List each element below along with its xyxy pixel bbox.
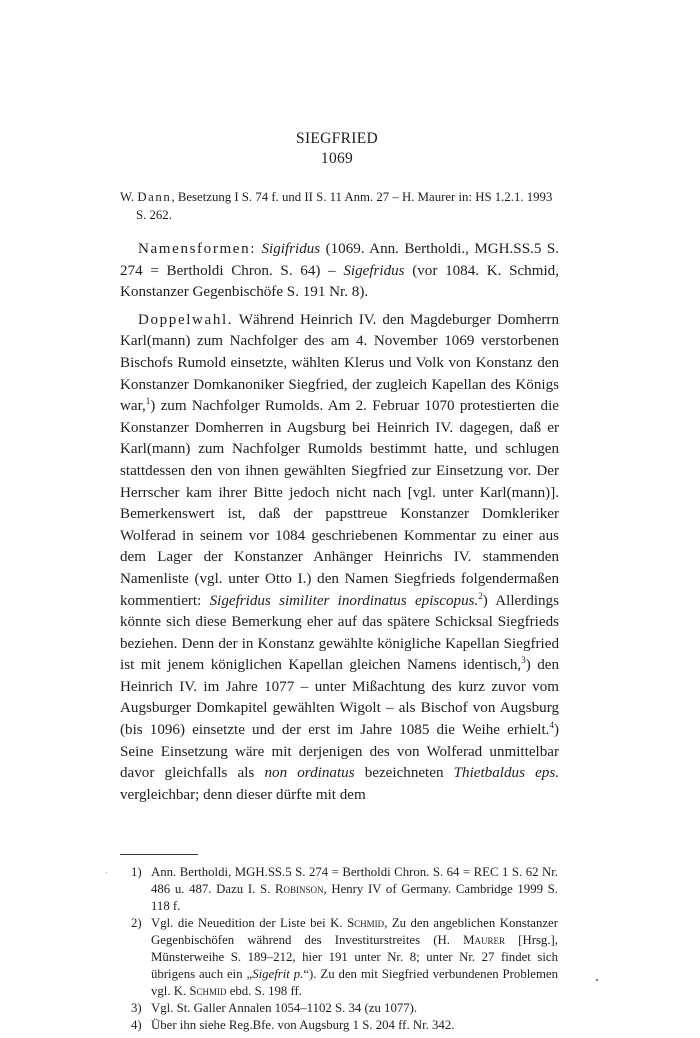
text: bezeichneten: [354, 765, 454, 782]
footnote-1: [120, 864, 558, 915]
text: “). Zu den mit Siegfried verbundenen Problemen vgl. K.: [151, 967, 558, 998]
text: ) zum Nachfolger Rumolds. Am 2. Februar 1070 protestierten die Konstanzer Domherren in Augsburg bei Heinrich IV. dagegen, daß er Karl(mann) zum Nachfolger Rumolds bestimmt hatte, und schlugen stattdessen den von ihnen gewählten Siegfried zur Einsetzung vor. Der Herrscher kam ihrer Bitte jedoch nicht nach [vgl. unter Karl(mann)]. Bemerkenswert ist, daß der papsttreue Konstanzer Domkleriker Wolferad in seinem vor 1084 geschriebenen Kommentar zu einer aus dem Lager der Konstanzer Anhänger Heinrichs IV. stammenden Namenliste (vgl. unter Otto I.) den Namen Siegfrieds folgendermaßen kommentiert:: [120, 398, 559, 609]
text: Vgl. St. Galler Annalen 1054–1102 S. 34 (zu 1077).: [151, 1001, 418, 1015]
footnote-marker: 1): [131, 865, 142, 879]
text: ebd. S. 198 ff.: [226, 984, 303, 998]
italic-term: Thietbaldus eps.: [453, 765, 559, 782]
italic-term: non ordinatus: [264, 765, 355, 782]
text: Vgl. die Neuedition der Liste bei K.: [151, 916, 348, 930]
footnote-3: [120, 1000, 558, 1017]
text: ) Allerdings könnte sich diese Bemerkung eher auf das spätere Schicksal Siegfrieds beziehen. Denn der in Konstanz gewählte königliche Kapellan Siegfried ist mit jenem königlichen Kapellan gleichen Namens identisch,: [120, 592, 559, 674]
text: Über ihn siehe Reg.Bfe. von Augsburg 1 S. 204 ff. Nr. 342.: [151, 1018, 455, 1032]
text: (vor 1084. K. Schmid, Konstanzer Gegenbischöfe S. 191 Nr. 8).: [120, 262, 559, 301]
main-text: [120, 239, 559, 806]
margin-mark: [106, 872, 107, 873]
footnote-2: [120, 915, 558, 1000]
footnotes: [120, 864, 558, 1034]
text: (1069. Ann. Bertholdi., MGH.SS.5 S. 274 = Bertholdi Chron. S. 64) –: [120, 241, 559, 279]
stray-mark: [596, 979, 598, 981]
section-label: Doppelwahl.: [138, 311, 234, 328]
entry-year: 1069: [320, 150, 354, 167]
author-name: Robinson: [274, 882, 324, 896]
text: ) den Heinrich IV. im Jahre 1077 – unter Mißachtung des kurz zuvor vom Augsburger Domkapitel gewählten Wigolt – als Bischof von Augsburg (bis 1096) einsetzte und der erst im Jahre 1085 die Weihe erhielt.: [120, 657, 559, 739]
text: , Zu den angeblichen Konstanzer Gegenbischöfen während des Investiturstreites (H.: [151, 916, 558, 947]
footnote-separator: [120, 854, 198, 855]
italic-name: Sigefridus: [343, 262, 405, 279]
footnote-4: [120, 1017, 558, 1034]
biblio-text: , Besetzung I S. 74 f. und II S. 11 Anm. 27 – H. Maurer in: HS 1.2.1. 1993: [171, 190, 553, 204]
italic-quote: Sigefrit p.: [252, 967, 304, 981]
text: vergleichbar; denn dieser dürfte mit dem: [120, 786, 366, 803]
text: ) Seine Einsetzung wäre mit derjenigen des von Wolferad unmittelbar davor gleichfalls als: [120, 722, 559, 782]
section-label: Namensformen:: [138, 241, 257, 257]
footnote-marker: 2): [131, 916, 142, 930]
bibliography-line: [120, 188, 558, 224]
paragraph-namensformen: [120, 239, 559, 304]
text: , Henry IV of Germany. Cambridge 1999 S. 118 f.: [151, 882, 558, 913]
footnote-marker: 4): [131, 1018, 142, 1032]
author-name: Maurer: [463, 933, 506, 947]
footnote-ref[interactable]: 1: [145, 396, 151, 407]
biblio-author: Dann: [137, 190, 172, 204]
text: Während Heinrich IV. den Magdeburger Domherrn Karl(mann) zum Nachfolger des am 4. November 1069 verstorbenen Bischofs Rumold einsetzte, wählten Klerus und Volk von Konstanz den Konstanzer Domkanoniker Siegfried, der zugleich Kapellan des Königs war,: [120, 311, 559, 415]
text: Ann. Bertholdi, MGH.SS.5 S. 274 = Bertholdi Chron. S. 64 = REC 1 S. 62 Nr. 486 u. 487. Dazu I. S.: [151, 865, 558, 896]
biblio-text: S. 262.: [136, 208, 172, 222]
footnote-ref[interactable]: 4: [549, 720, 554, 731]
author-name: Schmid: [347, 916, 385, 930]
author-name: Schmid: [189, 984, 227, 998]
paragraph-doppelwahl: [120, 310, 559, 807]
footnote-ref[interactable]: 2: [478, 590, 483, 601]
entry-title: SIEGFRIED: [296, 130, 378, 147]
footnote-marker: 3): [131, 1001, 142, 1015]
italic-quote: Sigefridus similiter inordinatus episcopus.: [209, 592, 479, 609]
entry-heading: [120, 129, 554, 169]
italic-name: Sigifridus: [261, 241, 321, 257]
footnote-ref[interactable]: 3: [521, 655, 526, 666]
text: [Hrsg.], Münsterweihe S. 189–212, hier 191 unter Nr. 8; unter Nr. 27 findet sich übrigens auch ein „: [151, 933, 558, 981]
biblio-text: W.: [120, 190, 138, 204]
